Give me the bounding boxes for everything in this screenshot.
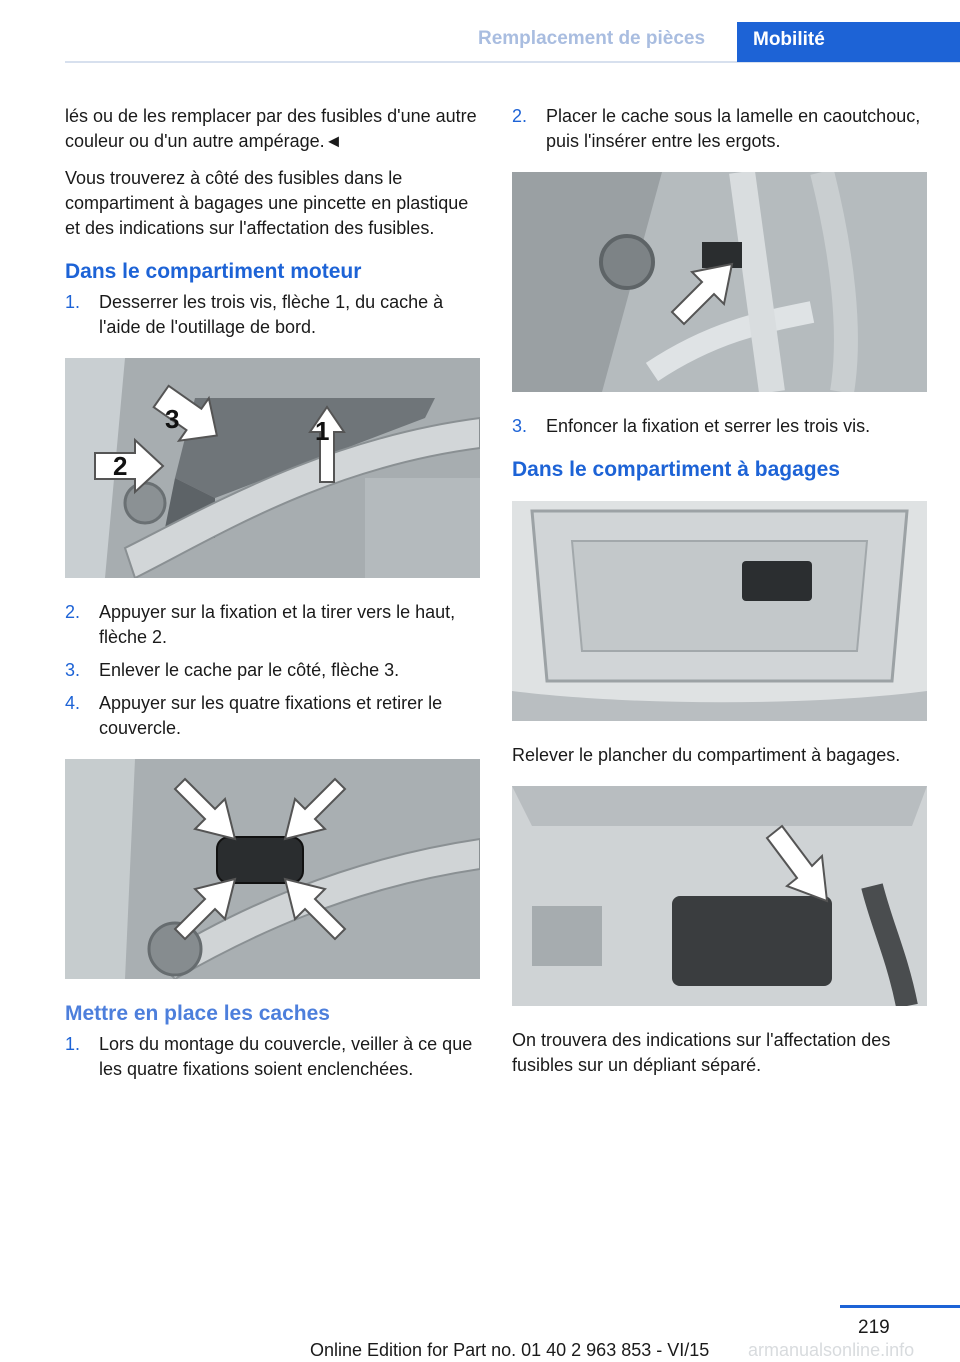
step-text: Desserrer les trois vis, flèche 1, du cache à l'aide de l'outillage de bord. bbox=[99, 292, 444, 337]
fuse-box bbox=[672, 896, 832, 986]
figure-fuse-box-luggage bbox=[512, 786, 927, 1006]
figure-label: 3 bbox=[165, 404, 180, 434]
fuse-box-cover bbox=[217, 837, 303, 883]
luggage-compartment-illustration bbox=[512, 501, 927, 721]
fuse-cover-illustration bbox=[65, 759, 480, 979]
list-item bbox=[512, 414, 927, 439]
step-text: Appuyer sur la fixation et la tirer vers le haut, flèche 2. bbox=[99, 602, 456, 647]
cover-clip bbox=[702, 242, 742, 268]
footer-rule bbox=[840, 1305, 960, 1308]
rubber-strip-illustration bbox=[512, 172, 927, 392]
step-number: 3. bbox=[512, 416, 528, 436]
step-number: 2. bbox=[65, 602, 81, 622]
paragraph: Vous trouverez à côté des fusibles dans le compartiment à bagages une pincette en plastique et des indications sur l'affectation des fusibles. bbox=[65, 168, 469, 238]
figure-cover-rubber-strip bbox=[512, 172, 927, 392]
step-text: Enfoncer la fixation et serrer les trois vis. bbox=[546, 416, 871, 436]
step-text: Placer le cache sous la lamelle en caoutchouc, puis l'insérer entre les ergots. bbox=[546, 106, 921, 151]
step-text: Lors du montage du couvercle, veiller à ce que les quatre fixations soient enclenchées. bbox=[99, 1034, 473, 1079]
list-item bbox=[65, 658, 480, 683]
page-number: 219 bbox=[858, 1317, 890, 1338]
list-item bbox=[65, 691, 480, 741]
paragraph: On trouvera des indications sur l'affectation des fusibles sur un dépliant séparé. bbox=[512, 1030, 891, 1075]
heading-luggage-compartment: Dans le compartiment à bagages bbox=[512, 458, 840, 481]
watermark: armanualsonline.info bbox=[748, 1340, 915, 1360]
step-number: 1. bbox=[65, 1034, 81, 1054]
list-item bbox=[65, 600, 480, 650]
list-item bbox=[65, 1032, 480, 1082]
figure-label: 1 bbox=[315, 416, 330, 446]
edition-note: Online Edition for Part no. 01 40 2 963 853 - VI/15 bbox=[310, 1340, 710, 1360]
figure-label: 2 bbox=[113, 451, 128, 481]
left-column bbox=[65, 104, 480, 1090]
paragraph: lés ou de les remplacer par des fusibles d'une autre couleur ou d'un autre ampérage.◄ bbox=[65, 106, 477, 151]
step-number: 1. bbox=[65, 292, 81, 312]
right-column bbox=[512, 104, 927, 1090]
list-item bbox=[512, 104, 927, 154]
engine-cover-illustration bbox=[65, 358, 480, 578]
heading-engine-compartment: Dans le compartiment moteur bbox=[65, 260, 362, 283]
figure-luggage-compartment bbox=[512, 501, 927, 721]
header-section-title: Remplacement de pièces bbox=[478, 28, 706, 49]
paragraph: Relever le plancher du compartiment à bagages. bbox=[512, 745, 901, 765]
step-number: 4. bbox=[65, 693, 81, 713]
step-text: Enlever le cache par le côté, flèche 3. bbox=[99, 660, 400, 680]
heading-install-covers: Mettre en place les caches bbox=[65, 1002, 330, 1025]
figure-engine-cover-screws bbox=[65, 358, 480, 578]
fuse-box-illustration bbox=[512, 786, 927, 1006]
step-number: 3. bbox=[65, 660, 81, 680]
list-item bbox=[65, 290, 480, 340]
figure-fuse-box-cover-clips bbox=[65, 759, 480, 979]
fuse-box bbox=[742, 561, 812, 601]
step-number: 2. bbox=[512, 106, 528, 126]
step-text: Appuyer sur les quatre fixations et retirer le couvercle. bbox=[99, 693, 443, 738]
header-chapter-tab: Mobilité bbox=[737, 22, 960, 62]
